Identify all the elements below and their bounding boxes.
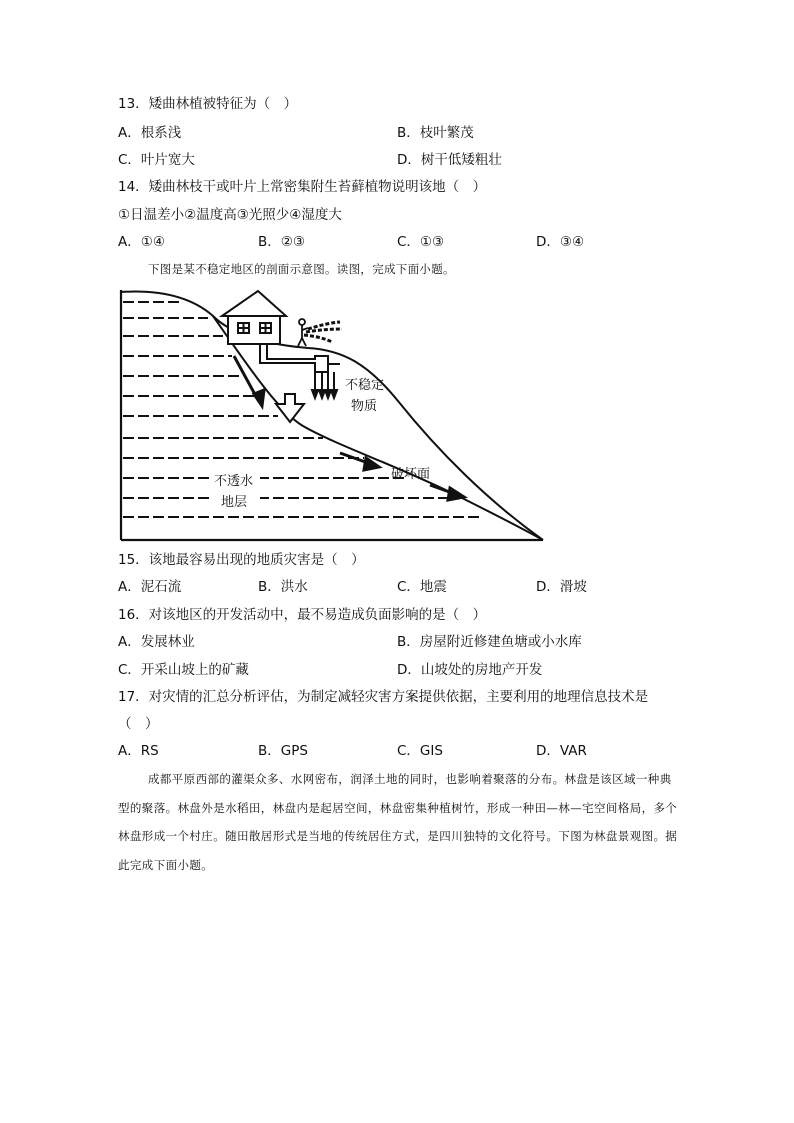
slide-arrow-lower [430,485,464,500]
q14-option-a: A．①④ [118,234,165,250]
q17-option-c: C．GIS [397,743,443,759]
q16-option-b: B．房屋附近修建鱼塘或小水库 [397,634,582,650]
impermeable-strata [123,302,483,517]
landslide-profile-diagram [118,286,548,542]
q16-option-a: A．发展林业 [118,634,195,650]
label-failure-surface: 破坏面 [391,467,431,482]
q14-option-b: B．②③ [258,234,305,250]
q13-option-d: D．树干低矮粗壮 [397,152,502,168]
slide-arrow-middle [340,453,379,470]
q17-option-d: D．VAR [536,743,587,759]
question-13-stem: 13．矮曲林植被特征为（ ） [118,96,298,112]
q17-option-a: A．RS [118,743,159,759]
label-unstable-line1: 不稳定 [345,378,385,393]
q17-option-b: B．GPS [258,743,308,759]
linpan-passage-text: 成都平原西部的灌渠众多、水网密布，润泽土地的同时，也影响着聚落的分布。林盘是该区域一种典型的聚落。林盘外是水稻田，林盘内是起居空间，林盘密集种植树竹，形成一种田—林—宅空间格局，多个林盘形成一个村庄。随田散居形式是当地的传统居住方式，是四川独特的文化符号。下图为林盘景观图。据此完成下面小题。 [118,772,678,872]
q16-option-d: D．山坡处的房地产开发 [397,662,543,678]
q13-option-b: B．枝叶繁茂 [397,125,474,141]
q15-option-a: A．泥石流 [118,579,182,595]
q13-option-c: C．叶片宽大 [118,152,195,168]
water-spray-line [308,322,340,329]
question-17-stem-line1: 17．对灾情的汇总分析评估，为制定减轻灾害方案提供依据，主要利用的地理信息技术是 [118,689,649,705]
q16-option-c: C．开采山坡上的矿藏 [118,662,249,678]
label-impermeable-line1: 不透水 [214,474,254,489]
linpan-passage [118,765,678,879]
diagram-intro: 下图是某不稳定地区的剖面示意图。读图，完成下面小题。 [148,262,455,276]
label-impermeable-line2: 地层 [221,495,248,510]
downward-movement-arrow [276,394,304,422]
q14-option-d: D．③④ [536,234,585,250]
q15-option-c: C．地震 [397,579,447,595]
question-16-stem: 16．对该地区的开发活动中，最不易造成负面影响的是（ ） [118,607,487,623]
q13-option-a: A．根系浅 [118,125,182,141]
question-17-stem-line2: （ ） [118,716,159,732]
house-icon [222,291,286,344]
q15-option-b: B．洪水 [258,579,308,595]
drain-pipe-icon [260,344,340,398]
question-14-stem: 14．矮曲林枝干或叶片上常密集附生苔藓植物说明该地（ ） [118,179,487,195]
label-unstable-line2: 物质 [351,399,378,414]
question-15-stem: 15．该地最容易出现的地质灾害是（ ） [118,552,365,568]
question-14-choices: ①日温差小②温度高③光照少④湿度大 [118,207,342,223]
q14-option-c: C．①③ [397,234,445,250]
q15-option-d: D．滑坡 [536,579,587,595]
water-spray-line-3 [304,335,332,342]
